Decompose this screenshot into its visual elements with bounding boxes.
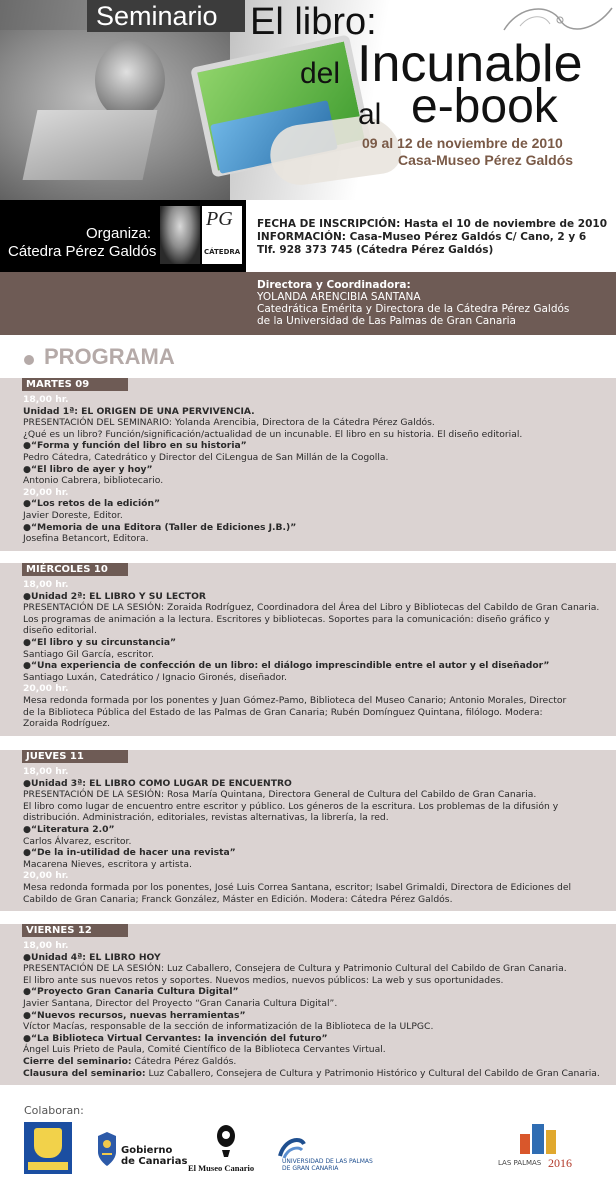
event-dates: 09 al 12 de noviembre de 2010 — [362, 135, 563, 151]
directora-title: Directora y Coordinadora: — [257, 279, 411, 291]
galdos-portrait — [160, 206, 200, 264]
ulpgc-icon — [278, 1134, 306, 1160]
seminario-label: Seminario — [96, 1, 218, 31]
session-time: 18,00 hr. — [23, 579, 69, 590]
session-text: Mesa redonda formada por los ponentes, José Luis Correa Santana, escritor; Isabel Grimaldi, Directora de Ediciones del — [23, 882, 572, 893]
session-text: El libro ante sus nuevos retos y soportes. Nuevos medios, nuevos públicos: La web y sus oportunidades. — [23, 974, 504, 986]
session-time: 18,00 hr. — [23, 394, 69, 405]
session-time: 20,00 hr. — [23, 683, 69, 695]
session-text: Los programas de animación a la lectura. Escritores y bibliotecas. Soportes para la comunicación: diseño gráfico y — [23, 613, 550, 625]
title-del: del — [300, 57, 341, 90]
session-text: Javier Doreste, Editor. — [23, 510, 123, 521]
ulpgc-text-2: DE GRAN CANARIA — [282, 1165, 339, 1172]
session-time: 18,00 hr. — [23, 940, 69, 951]
session-text: Mesa redonda formada por los ponentes y Juan Gómez-Pamo, Biblioteca del Museo Canario; Antonio Morales, Director — [23, 695, 567, 706]
information-phone: Tlf. 928 373 745 (Cátedra Pérez Galdós) — [257, 244, 494, 256]
session-text: El libro como lugar de encuentro entre escritor y público. Los géneros de la escritura. Los problemas de la difusión y — [23, 800, 559, 812]
las-palmas-2016-text-2: 2016 — [548, 1156, 572, 1170]
session-heading: ●“El libro de ayer y hoy” — [23, 463, 153, 475]
session-heading: Unidad 1ª: EL ORIGEN DE UNA PERVIVENCIA. — [23, 405, 255, 417]
session-heading: ●Unidad 2ª: EL LIBRO Y SU LECTOR — [23, 590, 207, 602]
session-heading: ●“Una experiencia de confección de un libro: el diálogo imprescindible entre el autor y el diseñador” — [23, 660, 550, 672]
title-al: al — [358, 98, 382, 131]
session-heading: ●“De la in-utilidad de hacer una revista” — [23, 847, 236, 859]
catedra-caption: CÁTEDRA — [204, 248, 241, 256]
title-line-1: El libro: — [250, 1, 377, 43]
registration-date: FECHA DE INSCRIPCIÓN: Hasta el 10 de noviembre de 2010 — [257, 218, 607, 230]
gobierno-canarias-text-2: de Canarias — [121, 1156, 188, 1167]
session-text: ¿Qué es un libro? Función/significación/actualidad de un incunable. El libro en su historia. El diseño editorial. — [23, 428, 523, 440]
session-text: PRESENTACIÓN DE LA SESIÓN: Luz Caballero, Consejera de Cultura y Patrimonio Cultural del Cabildo de Gran Canaria. — [23, 963, 567, 975]
session-text: Ángel Luis Prieto de Paula, Comité Científico de la Biblioteca Cervantes Virtual. — [23, 1044, 386, 1056]
day-label: MIÉRCOLES 10 — [26, 564, 108, 575]
session-text: distribución. Administración, editoriales, revistas alternativas, la librería, la red. — [23, 812, 389, 824]
monk-figure — [95, 40, 165, 120]
session-heading: ●“Proyecto Gran Canaria Cultura Digital” — [23, 986, 239, 998]
catedra-monogram: PG — [206, 208, 233, 230]
session-heading: ●“Nuevos recursos, nuevas herramientas” — [23, 1009, 246, 1021]
ulpgc-text-1: UNIVERSIDAD DE LAS PALMAS — [282, 1158, 373, 1165]
title-ebook: e-book — [411, 80, 558, 133]
session-text: diseño editorial. — [23, 625, 97, 637]
session-text: Clausura del seminario: Luz Caballero, Consejera de Cultura y Patrimonio Histórico y Cultural del Cabildo de Gran Canaria. — [23, 1067, 600, 1079]
session-heading: ●“Los retos de la edición” — [23, 498, 161, 510]
programa-bullet-icon — [24, 355, 34, 365]
session-text: Javier Santana, Director del Proyecto “Gran Canaria Cultura Digital”. — [23, 998, 338, 1009]
museo-canario-icon — [216, 1124, 236, 1158]
session-text: Santiago Gil García, escritor. — [23, 648, 154, 660]
day-label: VIERNES 12 — [26, 925, 92, 936]
day-label: JUEVES 11 — [26, 751, 84, 762]
gobierno-canarias-shield-icon — [96, 1130, 118, 1168]
session-text: Cierre del seminario: Cátedra Pérez Galdós. — [23, 1056, 237, 1067]
organiza-name: Cátedra Pérez Galdós — [8, 243, 157, 260]
directora-role: Catedrática Emérita y Directora de la Cátedra Pérez Galdós — [257, 303, 570, 315]
session-time: 20,00 hr. — [23, 870, 69, 882]
session-heading: ●Unidad 4ª: EL LIBRO HOY — [23, 951, 161, 963]
las-palmas-2016-icon — [520, 1124, 556, 1154]
ornament-icon — [500, 0, 616, 38]
session-heading: ●“El libro y su circunstancia” — [23, 637, 177, 648]
session-heading: ●Unidad 3ª: EL LIBRO COMO LUGAR DE ENCUENTRO — [23, 777, 292, 789]
colaboran-label: Colaboran: — [24, 1104, 84, 1117]
event-venue: Casa-Museo Pérez Galdós — [398, 152, 574, 168]
session-text: Cabildo de Gran Canaria; Franck González, Máster en Edición. Modera: Cátedra Pérez Galdós. — [23, 893, 453, 905]
directora-name: YOLANDA ARENCIBIA SANTANA — [257, 291, 421, 303]
directora-university: de la Universidad de Las Palmas de Gran Canaria — [257, 315, 516, 327]
session-text: Josefina Betancort, Editora. — [23, 533, 149, 545]
session-text: Carlos Álvarez, escritor. — [23, 835, 132, 847]
session-text: Zoraida Rodríguez. — [23, 718, 111, 730]
organiza-label: Organiza: — [86, 225, 152, 242]
session-heading: ●“Literatura 2.0” — [23, 824, 115, 835]
session-heading: ●“La Biblioteca Virtual Cervantes: la invención del futuro” — [23, 1032, 328, 1044]
session-time: 18,00 hr. — [23, 766, 69, 777]
session-text: PRESENTACIÓN DE LA SESIÓN: Zoraida Rodríguez, Coordinadora del Área del Libro y Bibliotecas del Cabildo de Gran Canaria. — [23, 602, 600, 614]
programa-title: PROGRAMA — [44, 344, 175, 369]
museo-canario-text: El Museo Canario — [188, 1163, 255, 1173]
session-heading: ●“Memoria de una Editora (Taller de Ediciones J.B.)” — [23, 521, 297, 533]
monk-book — [23, 110, 158, 180]
session-time: 20,00 hr. — [23, 486, 69, 498]
session-text: de la Biblioteca Pública del Estado de las Palmas de Gran Canaria; Rubén Domínguez Quintana, filólogo. Modera: — [23, 706, 543, 718]
title-incunable: Incunable — [357, 35, 583, 93]
session-heading: ●“Forma y función del libro en su historia” — [23, 440, 247, 452]
session-text: PRESENTACIÓN DEL SEMINARIO: Yolanda Arencibia, Directora de la Cátedra Pérez Galdós. — [23, 417, 435, 429]
session-text: Santiago Luxán, Catedrático / Ignacio Gironés, diseñador. — [23, 671, 287, 683]
session-text: Pedro Cátedra, Catedrático y Director del CiLengua de San Millán de la Cogolla. — [23, 452, 389, 463]
information-address: INFORMACIÓN: Casa-Museo Pérez Galdós C/ Cano, 2 y 6 — [257, 231, 587, 243]
day-label: MARTES 09 — [26, 379, 90, 390]
session-text: Macarena Nieves, escritora y artista. — [23, 858, 192, 870]
session-text: Víctor Macías, responsable de la sección de informatización de la Biblioteca de la ULPGC. — [23, 1021, 434, 1033]
las-palmas-2016-text-1: LAS PALMAS — [498, 1159, 542, 1167]
session-text: Antonio Cabrera, bibliotecario. — [23, 475, 164, 487]
cabildo-gran-canaria-logo — [24, 1122, 72, 1174]
session-text: PRESENTACIÓN DE LA SESIÓN: Rosa María Quintana, Directora General de Cultura del Cabildo de Gran Canaria. — [23, 789, 537, 801]
gobierno-canarias-text-1: Gobierno — [121, 1145, 173, 1156]
